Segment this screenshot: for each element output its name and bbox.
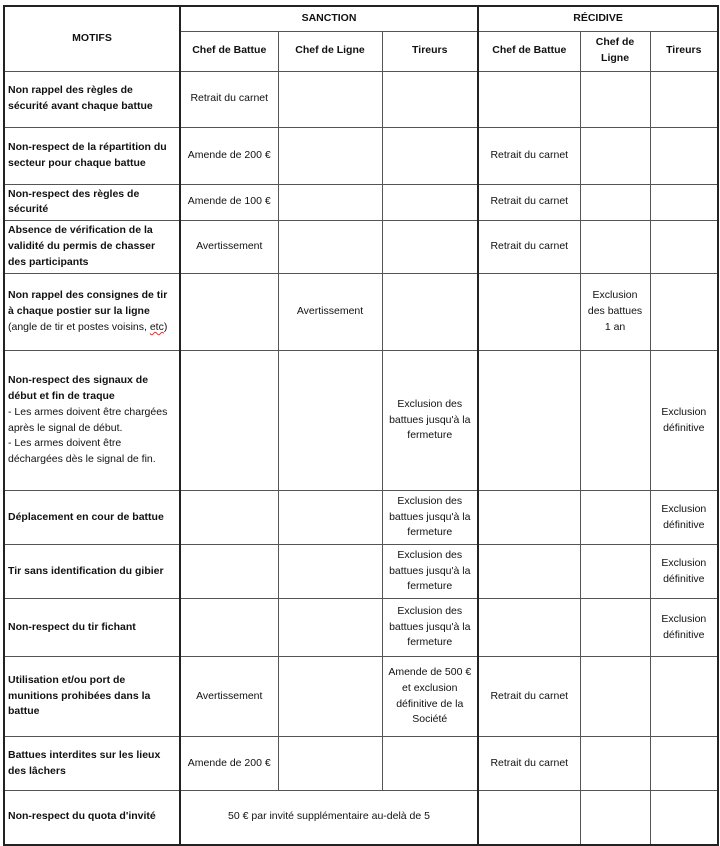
header-recidive: RÉCIDIVE (478, 6, 718, 31)
header-recidive-tireurs: Tireurs (650, 31, 718, 71)
recidive-chef-battue-cell (478, 599, 580, 657)
sanctions-table (3, 5, 719, 846)
sanction-chef-battue-cell (180, 599, 278, 657)
recidive-chef-ligne-cell (580, 491, 650, 545)
recidive-chef-battue-cell: Retrait du carnet (478, 221, 580, 274)
sanction-chef-battue-cell: Retrait du carnet (180, 71, 278, 127)
recidive-tireurs-cell (650, 737, 718, 791)
recidive-chef-battue-cell (478, 545, 580, 599)
table-row (4, 127, 718, 184)
motif-text: Non-respect des signaux de début et fin de traque (8, 374, 149, 402)
recidive-tireurs-cell (650, 184, 718, 221)
recidive-chef-battue-cell: Retrait du carnet (478, 127, 580, 184)
table-row (4, 274, 718, 351)
motif-text: Non-respect du tir fichant (8, 620, 136, 633)
table-row (4, 184, 718, 221)
motif-text: Tir sans identification du gibier (8, 564, 164, 577)
recidive-chef-ligne-cell (580, 221, 650, 274)
table-row (4, 737, 718, 791)
recidive-chef-battue-cell: Retrait du carnet (478, 184, 580, 221)
header-sanction: SANCTION (180, 6, 478, 31)
sanction-chef-battue-cell (180, 351, 278, 491)
recidive-chef-ligne-cell (580, 351, 650, 491)
motif-text: Non-respect de la répartition du secteur pour chaque battue (8, 140, 167, 169)
recidive-chef-battue-cell: Retrait du carnet (478, 737, 580, 791)
sanction-tireurs-cell: Exclusion des battues jusqu'à la fermeture (382, 351, 478, 491)
motif-detail: (angle de tir et postes voisins, etc) (8, 320, 168, 333)
header-motifs: MOTIFS (4, 6, 180, 71)
motif-cell (4, 274, 180, 351)
recidive-chef-battue-cell (478, 491, 580, 545)
recidive-tireurs-cell (650, 791, 718, 845)
motif-text: Non rappel des règles de sécurité avant chaque battue (8, 84, 153, 112)
header-sanction-tireurs: Tireurs (382, 31, 478, 71)
sanction-chef-battue-cell (180, 491, 278, 545)
recidive-chef-ligne-cell (580, 791, 650, 845)
table-row (4, 491, 718, 545)
motif-cell (4, 657, 180, 737)
recidive-chef-ligne-cell (580, 737, 650, 791)
header-recidive-chef-ligne: Chef de Ligne (580, 31, 650, 71)
sanction-chef-ligne-cell (278, 71, 382, 127)
motif-cell (4, 127, 180, 184)
sanction-chef-ligne-cell: Avertissement (278, 274, 382, 351)
table-row (4, 351, 718, 491)
sanction-chef-battue-cell: Amende de 200 € (180, 127, 278, 184)
sanction-chef-ligne-cell (278, 545, 382, 599)
sanction-chef-battue-cell: Amende de 200 € (180, 737, 278, 791)
sanction-merged-cell: 50 € par invité supplémentaire au-delà de 5 (180, 791, 478, 845)
motif-cell (4, 491, 180, 545)
sanction-tireurs-cell (382, 184, 478, 221)
sanction-chef-ligne-cell (278, 599, 382, 657)
motif-text: Utilisation et/ou port de munitions prohibées dans la battue (8, 673, 151, 718)
sanction-chef-ligne-cell (278, 221, 382, 274)
table-row (4, 657, 718, 737)
sanction-chef-battue-cell: Amende de 100 € (180, 184, 278, 221)
motif-detail: - Les armes doivent être chargées après le signal de début. (8, 405, 168, 434)
recidive-chef-ligne-cell (580, 71, 650, 127)
motif-text: Battues interdites sur les lieux des lâchers (8, 748, 161, 777)
recidive-tireurs-cell: Exclusion définitive (650, 351, 718, 491)
recidive-tireurs-cell (650, 221, 718, 274)
motif-text: Absence de vérification de la validité du permis de chasser des participants (8, 224, 156, 268)
recidive-tireurs-cell: Exclusion définitive (650, 599, 718, 657)
recidive-chef-battue-cell (478, 274, 580, 351)
sanction-chef-ligne-cell (278, 491, 382, 545)
sanction-chef-battue-cell (180, 545, 278, 599)
recidive-chef-battue-cell (478, 71, 580, 127)
recidive-chef-battue-cell (478, 351, 580, 491)
sanction-chef-ligne-cell (278, 351, 382, 491)
motif-cell (4, 791, 180, 845)
recidive-tireurs-cell: Exclusion définitive (650, 491, 718, 545)
recidive-chef-ligne-cell (580, 127, 650, 184)
recidive-chef-ligne-cell (580, 599, 650, 657)
motif-detail: - Les armes doivent être déchargées dès le signal de fin. (8, 437, 156, 465)
sanction-tireurs-cell (382, 737, 478, 791)
header-recidive-chef-battue: Chef de Battue (478, 31, 580, 71)
table-row (4, 791, 718, 845)
recidive-tireurs-cell: Exclusion définitive (650, 545, 718, 599)
sanction-tireurs-cell (382, 221, 478, 274)
sanction-tireurs-cell: Exclusion des battues jusqu'à la fermeture (382, 545, 478, 599)
header-sanction-chef-ligne: Chef de Ligne (278, 31, 382, 71)
sanction-tireurs-cell: Exclusion des battues jusqu'à la fermeture (382, 491, 478, 545)
recidive-chef-ligne-cell (580, 184, 650, 221)
recidive-chef-battue-cell: Retrait du carnet (478, 657, 580, 737)
motif-text: Non rappel des consignes de tir à chaque postier sur la ligne (8, 289, 168, 318)
sanction-chef-battue-cell: Avertissement (180, 221, 278, 274)
motif-cell (4, 351, 180, 491)
motif-cell (4, 599, 180, 657)
sanction-tireurs-cell (382, 127, 478, 184)
recidive-chef-ligne-cell: Exclusion des battues 1 an (580, 274, 650, 351)
recidive-tireurs-cell (650, 127, 718, 184)
sanction-chef-battue-cell: Avertissement (180, 657, 278, 737)
sanction-chef-ligne-cell (278, 737, 382, 791)
recidive-tireurs-cell (650, 657, 718, 737)
recidive-tireurs-cell (650, 71, 718, 127)
sanction-tireurs-cell (382, 274, 478, 351)
recidive-chef-ligne-cell (580, 657, 650, 737)
motif-text: Non-respect du quota d'invité (8, 810, 156, 823)
motif-text: Non-respect des règles de sécurité (8, 187, 140, 216)
sanction-chef-ligne-cell (278, 657, 382, 737)
motif-cell (4, 71, 180, 127)
sanction-tireurs-cell: Amende de 500 € et exclusion définitive de la Société (382, 657, 478, 737)
table-row (4, 71, 718, 127)
sanction-chef-ligne-cell (278, 127, 382, 184)
recidive-chef-ligne-cell (580, 545, 650, 599)
sanction-tireurs-cell (382, 71, 478, 127)
header-sanction-chef-battue: Chef de Battue (180, 31, 278, 71)
sanction-chef-ligne-cell (278, 184, 382, 221)
motif-cell (4, 221, 180, 274)
sanction-tireurs-cell: Exclusion des battues jusqu'à la fermeture (382, 599, 478, 657)
motif-cell (4, 184, 180, 221)
table-row (4, 221, 718, 274)
table-row (4, 545, 718, 599)
motif-cell (4, 737, 180, 791)
recidive-chef-battue-cell (478, 791, 580, 845)
motif-text: Déplacement en cour de battue (8, 510, 164, 523)
table-row (4, 599, 718, 657)
recidive-tireurs-cell (650, 274, 718, 351)
sanction-chef-battue-cell (180, 274, 278, 351)
motif-cell (4, 545, 180, 599)
